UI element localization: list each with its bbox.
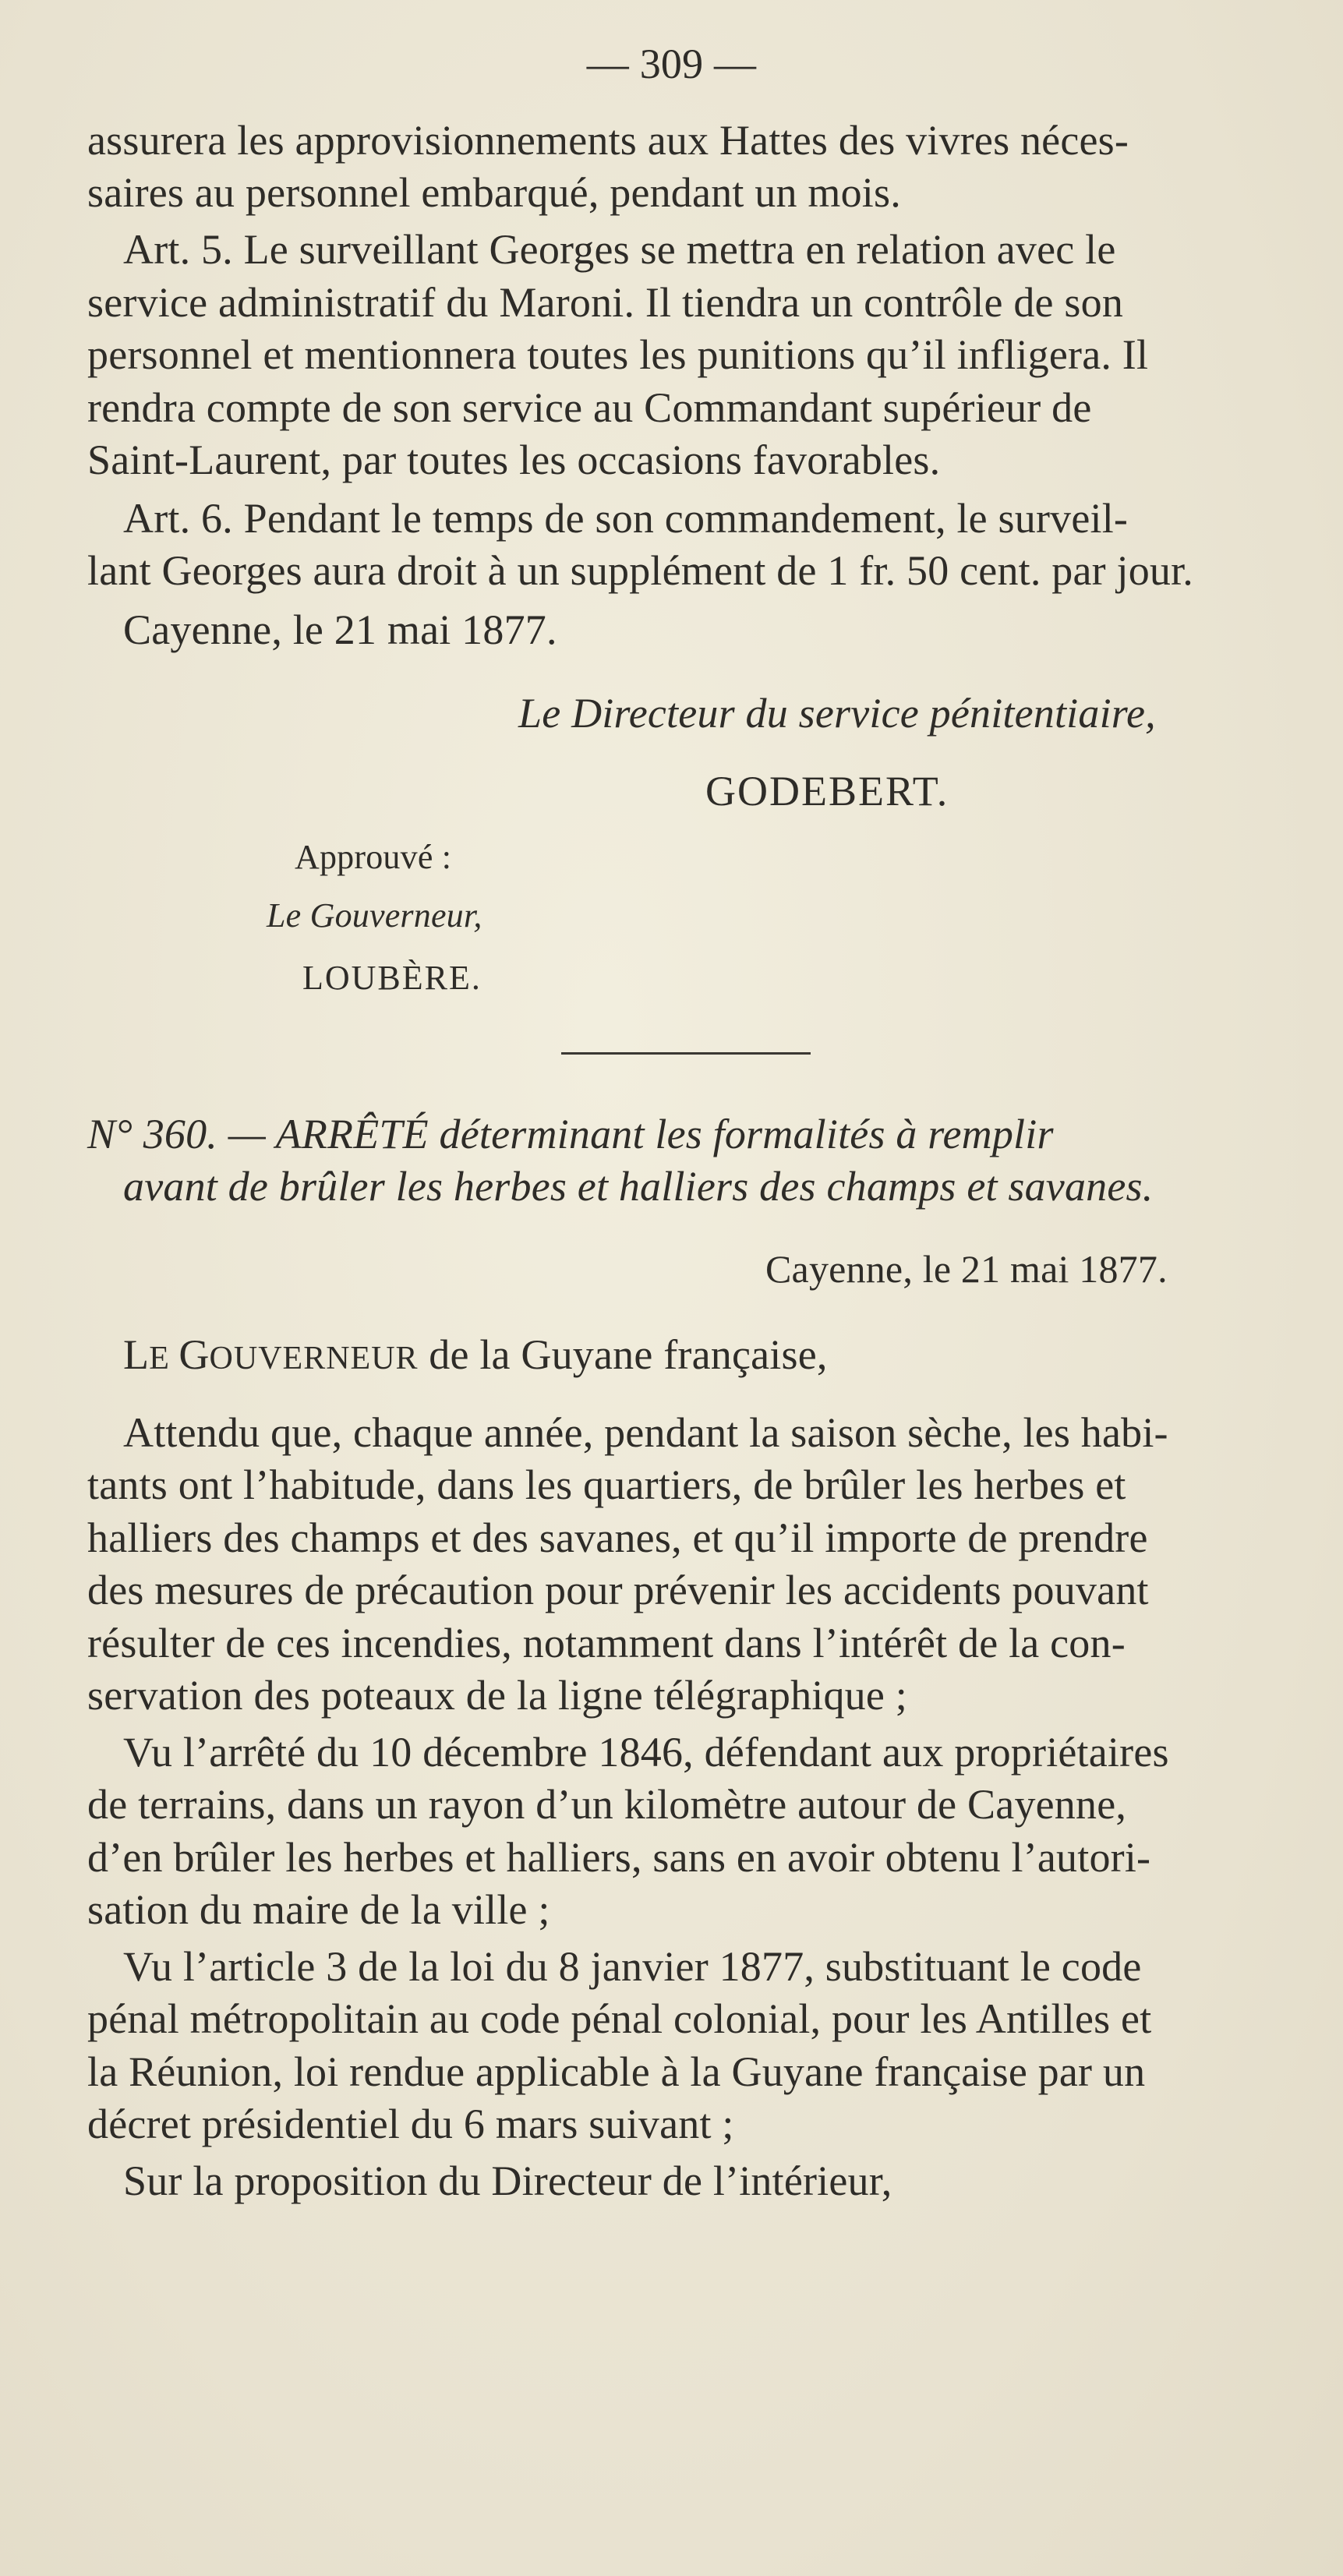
attendu-line: halliers des champs et des savanes, et qu’il importe de prendre <box>87 1514 1148 1561</box>
attendu-line: tants ont l’habitude, dans les quartiers, de brûler les herbes et <box>87 1461 1126 1508</box>
intro-initial: G <box>178 1331 210 1378</box>
vu-line: la Réunion, loi rendue applicable à la Guyane française par un <box>87 2048 1146 2095</box>
attendu-line: Attendu que, chaque année, pendant la saison sèche, les habi- <box>123 1409 1168 1456</box>
governor-intro <box>123 1331 828 1382</box>
governor-signature: LOUBÈRE. <box>302 959 482 997</box>
article-5-line: Art. 5. Le surveillant Georges se mettra en relation avec le <box>123 226 1116 273</box>
body-line: saires au personnel embarqué, pendant un mois. <box>87 169 901 216</box>
article-5-line: personnel et mentionnera toutes les punitions qu’il infligera. Il <box>87 331 1149 378</box>
intro-smallcaps: E <box>149 1341 179 1376</box>
vu-line: de terrains, dans un rayon d’un kilomètre autour de Cayenne, <box>87 1781 1127 1828</box>
article-5-line: service administratif du Maroni. Il tiendra un contrôle de son <box>87 279 1124 326</box>
approved-label: Approuvé : <box>295 838 452 876</box>
vu-line: sation du maire de la ville ; <box>87 1886 550 1933</box>
vu-line: Vu l’article 3 de la loi du 8 janvier 1877, substituant le code <box>123 1943 1142 1990</box>
article-6-line: Art. 6. Pendant le temps de son commandement, le surveil- <box>123 495 1129 542</box>
director-signature: GODEBERT. <box>705 768 949 814</box>
article-5-line: rendra compte de son service au Commandant supérieur de <box>87 384 1092 431</box>
vu-line: d’en brûler les herbes et halliers, sans en avoir obtenu l’autori- <box>87 1834 1151 1881</box>
page-number: — 309 — <box>586 41 757 87</box>
article-5-line: Saint-Laurent, par toutes les occasions favorables. <box>87 436 941 483</box>
vu-line: Vu l’arrêté du 10 décembre 1846, défendant aux propriétaires <box>123 1729 1169 1776</box>
attendu-line: servation des poteaux de la ligne télégraphique ; <box>87 1672 907 1719</box>
attendu-line: des mesures de précaution pour prévenir les accidents pouvant <box>87 1567 1149 1613</box>
body-line: assurera les approvisionnements aux Hattes des vivres néces- <box>87 117 1129 164</box>
section-divider <box>561 1052 811 1055</box>
vu-line: pénal métropolitain au code pénal colonial, pour les Antilles et <box>87 1995 1152 2042</box>
sur-proposition-line: Sur la proposition du Directeur de l’intérieur, <box>123 2157 892 2204</box>
governor-title: Le Gouverneur, <box>267 896 482 935</box>
director-title: Le Directeur du service pénitentiaire, <box>518 690 1156 737</box>
intro-rest: de la Guyane française, <box>418 1331 828 1378</box>
intro-smallcaps: OUVERNEUR <box>209 1341 419 1376</box>
vu-line: décret présidentiel du 6 mars suivant ; <box>87 2101 734 2147</box>
article-6-line: lant Georges aura droit à un supplément de 1 fr. 50 cent. par jour. <box>87 547 1194 594</box>
attendu-line: résulter de ces incendies, notamment dans l’intérêt de la con- <box>87 1620 1126 1666</box>
dateline: Cayenne, le 21 mai 1877. <box>765 1247 1168 1291</box>
dateline: Cayenne, le 21 mai 1877. <box>123 606 557 653</box>
intro-initial: L <box>123 1331 150 1378</box>
decree-heading: N° 360. — ARRÊTÉ déterminant les formalités à remplir <box>87 1111 1054 1157</box>
decree-heading: avant de brûler les herbes et halliers des champs et savanes. <box>123 1163 1154 1210</box>
